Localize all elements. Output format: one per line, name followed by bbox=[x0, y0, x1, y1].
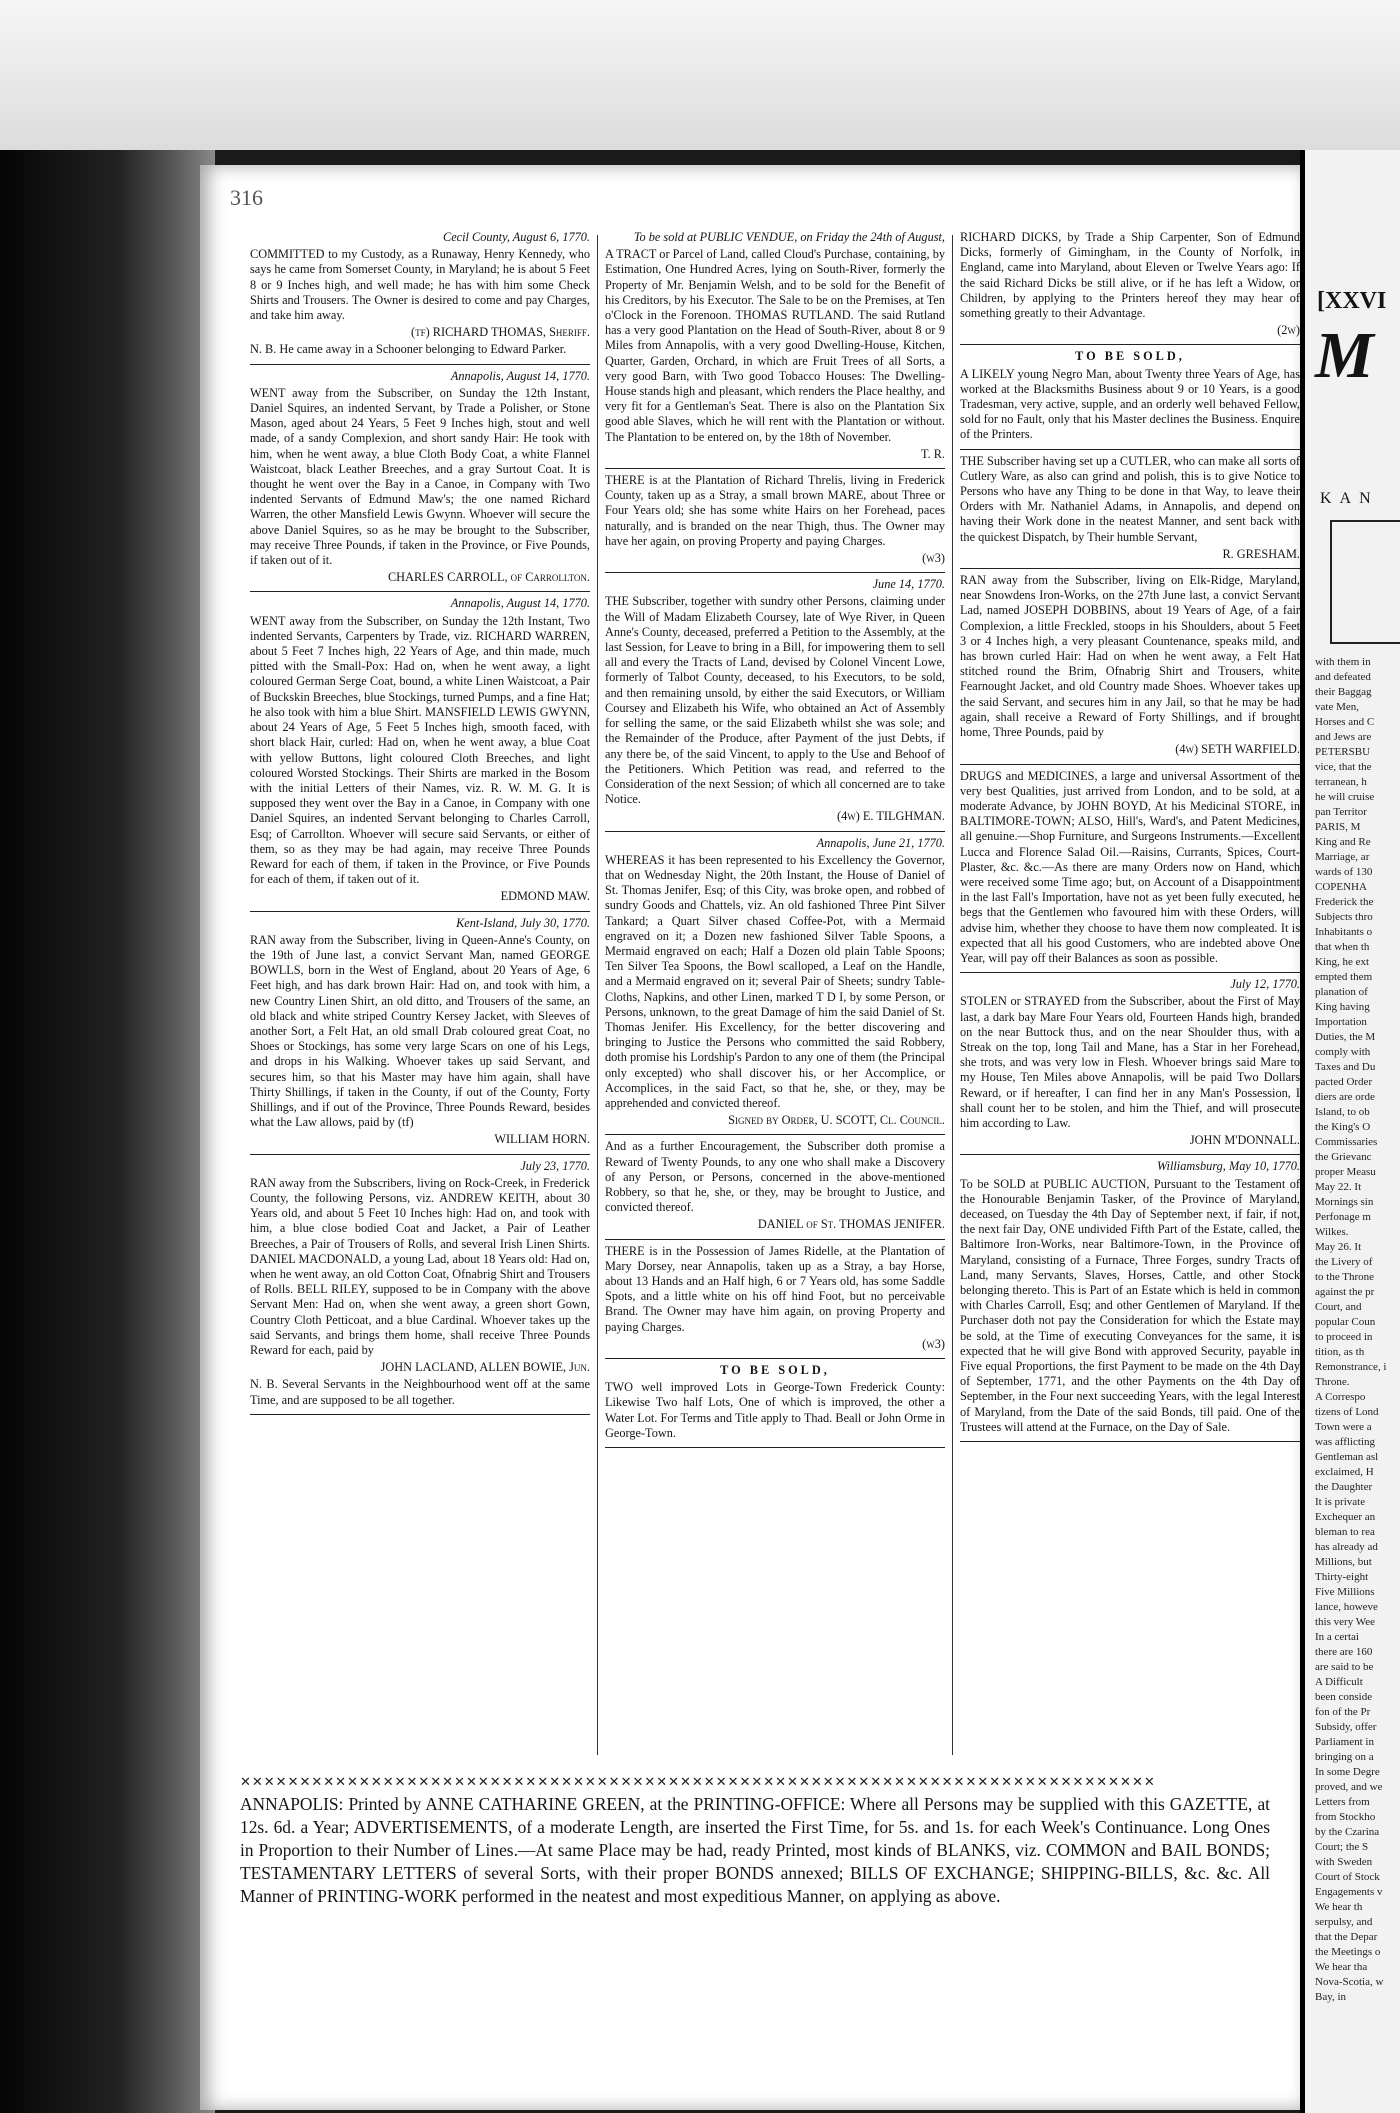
next-page-line: Island, to ob bbox=[1315, 1106, 1370, 1118]
next-page-line: planation of bbox=[1315, 986, 1368, 998]
next-page-line: there are 160 bbox=[1315, 1646, 1373, 1658]
next-page-line: exclaimed, H bbox=[1315, 1466, 1374, 1478]
next-page-line: empted them bbox=[1315, 971, 1373, 983]
ad-text: THERE is at the Plantation of Richard Threlis, living in Frederick County, taken up as a Stray, a small brown MARE, about Three or Four Years old; she has some white Hairs on her Forehead, paces naturally, and is branded on the near Thigh, thus. The Owner may have her again, on proving Property and paying Charges. bbox=[605, 473, 945, 548]
next-page-line: he will cruise bbox=[1315, 791, 1375, 803]
advertisement bbox=[960, 769, 1300, 974]
next-page-line: diers are orde bbox=[1315, 1091, 1375, 1103]
advertisement bbox=[605, 1139, 945, 1239]
advertisement bbox=[250, 369, 590, 593]
ad-dateline: July 12, 1770. bbox=[1230, 977, 1300, 992]
next-page-line: Perfonage m bbox=[1315, 1211, 1371, 1223]
printer-colophon bbox=[240, 1770, 1270, 1908]
ad-text: COMMITTED to my Custody, as a Runaway, Henry Kennedy, who says he came from Somerset County, in Maryland; he is about 5 Feet 8 or 9 Inches high, and well made; he has with him some Check Shirts and Trousers. The Owner is desired to come and pay Charges, and take him away. bbox=[250, 247, 590, 323]
ad-signature: JOHN LACLAND, ALLEN BOWIE, Jun. bbox=[380, 1360, 590, 1375]
next-page-line: Marriage, ar bbox=[1315, 851, 1370, 863]
next-page-header: [XXVI bbox=[1317, 288, 1387, 314]
next-page-line: We hear tha bbox=[1315, 1961, 1368, 1973]
ad-signature: (w3) bbox=[922, 1336, 945, 1351]
next-page-line: In a certai bbox=[1315, 1631, 1359, 1643]
ad-text: RAN away from the Subscriber, living in Queen-Anne's County, on the 19th of June last, a convict Servant Man, named GEORGE BOWLLS, born in the West of England, about 20 Years of Age, 6 Feet high, and has dark brown Hair: Had on, and took with him, a new Country Linen Shirt, an old ditto, and Trousers of the same, an old black and white striped Country Kersey Jacket, with Sleeves of another Sort, a Felt Hat, an old small Drab coloured great Coat, no Shoes or Stockings, has some very large Scars on one of his Legs, and drops in his Walking. Whoever takes up said Servant, and secures him, so that his Master may have him again, shall have Thirty Shillings, if taken in the County, if out of the County, Forty Shillings, and if out of the Province, Three Pounds Reward, besides what the Law allows, paid by (tf) bbox=[250, 932, 590, 1130]
next-page-line: May 26. It bbox=[1315, 1241, 1362, 1253]
next-page-line: popular Coun bbox=[1315, 1316, 1376, 1328]
next-page-line: pacted Order bbox=[1315, 1076, 1373, 1088]
ad-dateline: Annapolis, August 14, 1770. bbox=[450, 368, 590, 383]
next-page-line: A Difficult bbox=[1315, 1676, 1363, 1688]
ad-signature: T. R. bbox=[920, 446, 945, 461]
ad-signature: Signed by Order, U. SCOTT, Cl. Council. bbox=[728, 1113, 945, 1128]
next-page-line: from Stockho bbox=[1315, 1811, 1376, 1823]
masthead-fragment: M bbox=[1315, 319, 1374, 392]
advertisement bbox=[960, 1159, 1300, 1442]
next-page-line: comply with bbox=[1315, 1046, 1371, 1058]
ad-signature: DANIEL of St. THOMAS JENIFER. bbox=[757, 1217, 945, 1232]
next-page-line: Frederick the bbox=[1315, 896, 1374, 908]
next-page-line: Commissaries bbox=[1315, 1136, 1378, 1148]
ad-text: THE Subscriber, together with sundry other Persons, claiming under the Will of Madam Elizabeth Coursey, late of Wye River, in Queen Anne's County, deceased, preferred a Petition to the Assembly, at the last Session, for Leave to bring in a Bill, for impowering them to sell all and every the Tracts of Land, devised by Colonel Vincent Lowe, formerly of Talbot County, deceased, to his Executors, to be sold, and then remaining unsold, by either the said Executors, or William Coursey and Elizabeth his Wife, who obtained an Act of Assembly for selling the same, or the said Elizabeth whilst she was sole; and the Remainder of the Produce, after Payment of the just Debts, if any there be, of the said Vincent, to apply to the Use and Behoof of the Petitioners. Which Petition was read, and referred to the Consideration of the next Session; of which all concerned are to take Notice. bbox=[605, 594, 945, 807]
next-page-line: Court; the S bbox=[1315, 1841, 1369, 1853]
next-page-line: Importation bbox=[1315, 1016, 1367, 1028]
ad-note: N. B. Several Servants in the Neighbourhood went off at the same Time, and are supposed to be all together. bbox=[250, 1377, 590, 1407]
ad-dateline: Annapolis, August 14, 1770. bbox=[450, 596, 590, 611]
ad-text: RAN away from the Subscribers, living on Rock-Creek, in Frederick County, the following Persons, viz. ANDREW KEITH, about 30 Years old, and about 5 Feet 10 Inches high: Had on, and took with him, a blue close bodied Coat and Jacket, a Pair of Leather Breeches, a Pair of Trousers of Rolls, and several Irish Linen Shirts. DANIEL MACDONALD, a young Lad, about 18 Years old: Had on, when he went away, an old Cotton Coat, Ofnabrig Shirt and Trousers of Rolls. BELL RILEY, supposed to be in Company with the above Servant Men: Had on, when she went away, a green short Gown, Country Cloth Petticoat, and a blue Cardinal. Whoever takes up the said Servants, and brings them home, shall receive Three Pounds Reward for each, paid by bbox=[250, 1175, 590, 1358]
next-page-line: the Daughter bbox=[1315, 1481, 1373, 1493]
ad-signature: (tf) RICHARD THOMAS, Sheriff. bbox=[411, 325, 590, 340]
next-page-line: May 22. It bbox=[1315, 1181, 1362, 1193]
next-page-line: In some Degre bbox=[1315, 1766, 1380, 1778]
column-2 bbox=[605, 230, 945, 1755]
next-page-line: bringing on a bbox=[1315, 1751, 1374, 1763]
next-page-line: with them in bbox=[1315, 656, 1371, 668]
next-page-line: the King's O bbox=[1315, 1121, 1371, 1133]
ad-dateline: Annapolis, June 21, 1770. bbox=[816, 835, 945, 850]
next-page-line: vice, that the bbox=[1315, 761, 1372, 773]
ornament-rule: ✕✕✕✕✕✕✕✕✕✕✕✕✕✕✕✕✕✕✕✕✕✕✕✕✕✕✕✕✕✕✕✕✕✕✕✕✕✕✕✕✕✕✕✕✕✕✕✕✕✕✕✕✕✕✕✕✕✕✕✕✕✕✕✕✕✕✕✕✕✕✕✕✕✕✕✕✕ bbox=[240, 1774, 1156, 1789]
column-rule bbox=[952, 235, 953, 1755]
ad-signature: JOHN M'DONNALL. bbox=[1189, 1133, 1300, 1148]
column-1 bbox=[250, 230, 590, 1755]
next-page-line: Court of Stock bbox=[1315, 1871, 1380, 1883]
next-page-line: It is private bbox=[1315, 1496, 1366, 1508]
ad-text: TWO well improved Lots in George-Town Frederick County: Likewise Two half Lots, One of which is improved, the other a Water Lot. For Terms and Title apply to Thad. Beall or John Orme in George-Town. bbox=[605, 1380, 945, 1440]
next-page-line: Court, and bbox=[1315, 1301, 1362, 1313]
ad-text: DRUGS and MEDICINES, a large and universal Assortment of the very best Qualities, just arrived from London, and to be sold, at a moderate Advance, by JOHN BOYD, At his Medicinal STORE, in BALTIMORE-TOWN; ALSO, Hill's, Ward's, and Patent Medicines, all genuine.—Shop Furniture, and Surgeons Instruments.—Excellent Lucca and Florence Salad Oil.—Raisins, Currants, Spices, Court-Plaster, &c. &c.—As there are many Orders now on Hand, which were received some Time ago; but, on Account of a Disappointment in the last Fall's Importation, have not as yet been fully executed, he begs that the Gentlemen who favoured him with these Orders, will advise him, whether they choose to have them now compleated. It is expected that all his good Customers, who are indebted above One Year, will pay off their Balances as soon as possible. bbox=[960, 768, 1300, 965]
ad-signature: (w3) bbox=[922, 551, 945, 566]
next-page-line: lance, howeve bbox=[1315, 1601, 1378, 1613]
next-page-line: and defeated bbox=[1315, 671, 1371, 683]
next-page-line: Letters from bbox=[1315, 1796, 1370, 1808]
next-page-line: that when th bbox=[1315, 941, 1370, 953]
column-rule bbox=[597, 235, 598, 1755]
ad-text: WENT away from the Subscriber, on Sunday the 12th Instant, Daniel Squires, an indented Servant, by Trade a Polisher, or Stone Mason, aged about 24 Years, 5 Feet 9 Inches high, stout and well made, of a sandy Complexion, and short sandy Hair: He took with him, when he went away, a blue Cloth Body Coat, a white Flannel Waistcoat, black Leather Breeches, and a gray Surtout Coat. It is thought he went over the Bay in a Canoe, in Company with Two indented Servants of Edmund Maw's; the one named Richard Warren, the other Mansfield Lewis Gwynn. Whoever will secure the above Daniel Squires, so as he may be brought to the Subscriber, may receive Three Pounds, if taken in the Province, or Five Pounds, if taken out of it. bbox=[250, 385, 590, 568]
next-page-line: serpulsy, and bbox=[1315, 1916, 1373, 1928]
advertisement bbox=[605, 230, 945, 469]
ad-heading: TO BE SOLD, bbox=[720, 1363, 830, 1378]
next-page-line: Thirty-eight bbox=[1315, 1571, 1369, 1583]
ad-text: A TRACT or Parcel of Land, called Cloud's Purchase, containing, by Estimation, One Hundred Acres, lying on South-River, formerly the Property of Mr. Benjamin Welsh, and to be sold for the Benefit of his Creditors, by his Executor. The Sale to be on the Premises, at Ten o'Clock in the Forenoon. THOMAS RUTLAND. The said Rutland has a very good Plantation on the Head of South-River, about 8 or 9 Miles from Annapolis, with a very good Dwelling-House, Kitchen, Quarter, Garden, Orchard, in which are Fruit Trees of all Sorts, a very good Barn, with Two good Tobacco Houses: The Dwelling-House stands high and pleasant, which renders the Place healthy, and very fit for a Gentleman's Seat. There is also on the Plantation Six good able Slaves, which he will rent with the Plantation or without. The Plantation to be entered on, by the 18th of November. bbox=[605, 247, 945, 444]
next-page-line: has already ad bbox=[1315, 1541, 1378, 1553]
next-page-line: their Baggag bbox=[1315, 686, 1372, 698]
next-page-line: Nova-Scotia, w bbox=[1315, 1976, 1384, 1988]
next-page-text bbox=[1315, 655, 1400, 2005]
ad-signature: R. GRESHAM. bbox=[1222, 546, 1300, 561]
ad-text: To be SOLD at PUBLIC AUCTION, Pursuant to the Testament of the Honourable Benjamin Tasker, of the Province of Maryland, deceased, on Tuesday the 4th Day of September next, if fair, if not, the next fair Day, ONE undivided Fifth Part of the Estate, called, the Baltimore Iron-Works, near Baltimore-Town, in the Province of Maryland, consisting of a Furnace, Three Forges, sundry Tracts of Land, many Servants, Slaves, Horses, Cattle, and other Stock belonging thereto. This is Part of an Estate which is held in common with Charles Carroll, Esq; and other Gentlemen of Maryland. If the Purchaser doth not pay the Consideration for which the Estate may be sold, at the Time of executing Conveyances for the same, it is expected that he will give Bond with approved Security, payable in Five equal Proportions, the first Payment to be made on the 4th Day of September, 1771, and the other Payments on the 4th Day of September, in the Four next succeeding Years, with the legal Interest of Maryland, from the Date of the said Bonds, till paid. One of the Trustees will attend at the Furnace, on the Day of Sale. bbox=[960, 1176, 1300, 1434]
advertisement bbox=[960, 573, 1300, 764]
next-page-line: Engagements v bbox=[1315, 1886, 1383, 1898]
ad-dateline: Kent-Island, July 30, 1770. bbox=[456, 915, 590, 930]
ad-text: And as a further Encouragement, the Subscriber doth promise a Reward of Twenty Pounds, to any one who shall make a Discovery of any Person, or Persons, concerned in the above-mentioned Robbery, so that he, she, or they, may be brought to Justice, and convicted thereof. bbox=[605, 1139, 945, 1215]
advertisement bbox=[605, 1244, 945, 1359]
next-page-line: Taxes and Du bbox=[1315, 1061, 1376, 1073]
next-page-line: wards of 130 bbox=[1315, 866, 1373, 878]
ornament-box bbox=[1330, 520, 1400, 644]
next-page-line: PETERSBU bbox=[1315, 746, 1371, 758]
next-page-line: PARIS, M bbox=[1315, 821, 1361, 833]
next-page-line: the Livery of bbox=[1315, 1256, 1373, 1268]
next-page-line: Throne. bbox=[1315, 1376, 1350, 1388]
next-page-line: that the Depar bbox=[1315, 1931, 1378, 1943]
newspaper-page bbox=[200, 165, 1300, 2110]
advertisement bbox=[250, 1159, 590, 1415]
next-page-line: Horses and C bbox=[1315, 716, 1375, 728]
ad-text: RICHARD DICKS, by Trade a Ship Carpenter, Son of Edmund Dicks, formerly of Gimingham, in the County of Norfolk, in England, came into Maryland, about Eleven or Twelve Years ago: If the said Richard Dicks be still alive, or if he has left a Widow, or Children, by applying to the Printers hereof they may hear of something greatly to their Advantage. bbox=[960, 230, 1300, 321]
next-page-line: by the Czarina bbox=[1315, 1826, 1380, 1838]
ad-text: THERE is in the Possession of James Ridelle, at the Plantation of Mary Dorsey, near Annapolis, taken up as a Stray, a bay Horse, about 13 Hands and an Half high, 6 or 7 Years old, has some Saddle Spots, and a little white on his off hind Foot, but no perceivable Brand. The Owner may have him again, on proving Property and paying Charges. bbox=[605, 1243, 945, 1334]
advertisement bbox=[605, 473, 945, 573]
advertisement bbox=[605, 577, 945, 831]
next-page-line: Inhabitants o bbox=[1315, 926, 1373, 938]
next-page-line: tizens of Lond bbox=[1315, 1406, 1379, 1418]
next-page-line: fon of the Pr bbox=[1315, 1706, 1371, 1718]
ad-dateline: Williamsburg, May 10, 1770. bbox=[1156, 1159, 1300, 1174]
ad-dateline: July 23, 1770. bbox=[520, 1158, 590, 1173]
next-page-line: Duties, the M bbox=[1315, 1031, 1376, 1043]
next-page-line: King, he ext bbox=[1315, 956, 1370, 968]
ad-text: A LIKELY young Negro Man, about Twenty three Years of Age, has worked at the Blacksmiths Business about 9 or 10 Years, is a good Tradesman, very active, supple, and an orderly well behaved Fellow, sold for no Fault, only that his Master declines the Business. Enquire of the Printers. bbox=[960, 366, 1300, 442]
next-page-line: the Grievanc bbox=[1315, 1151, 1372, 1163]
next-page-line: to proceed in bbox=[1315, 1331, 1373, 1343]
next-page-line: the Meetings o bbox=[1315, 1946, 1381, 1958]
ad-text: STOLEN or STRAYED from the Subscriber, about the First of May last, a dark bay Mare Four Years old, Fourteen Hands high, branded on the near Buttock thus, and on the near Shoulder thus, with a Streak on the top, long Tail and Mane, has a Star in her Forehead, she trots, and was very low in Flesh. Whoever brings said Mare to my House, Ten Miles above Annapolis, will be paid Two Dollars Reward, or if hereafter, I can find her in any Man's Possession, I shall count her to be stolen, and him the Thief, and will prosecute him according to Law. bbox=[960, 994, 1300, 1130]
next-page-line: King having bbox=[1315, 1001, 1370, 1013]
next-page-line: was afflicting bbox=[1315, 1436, 1375, 1448]
next-page-line: with Sweden bbox=[1315, 1856, 1373, 1868]
advertisement bbox=[960, 454, 1300, 569]
next-page-line: A Correspo bbox=[1315, 1391, 1366, 1403]
ad-signature: EDMOND MAW. bbox=[500, 889, 590, 904]
next-page-line: Gentleman asl bbox=[1315, 1451, 1379, 1463]
column-3 bbox=[960, 230, 1300, 1755]
next-page-line: proved, and we bbox=[1315, 1781, 1383, 1793]
scan-top-margin bbox=[0, 0, 1400, 150]
next-page-line: proper Measu bbox=[1315, 1166, 1376, 1178]
next-page-line: vate Men, bbox=[1315, 701, 1359, 713]
ad-text: WHEREAS it has been represented to his Excellency the Governor, that on Wednesday Night, the 20th Instant, the House of Daniel of St. Thomas Jenifer, Esq; of this City, was broke open, and robbed of sundry Goods and Chattels, viz. An old fashioned Three Pint Silver Tankard; a Quart Silver chased Coffee-Pot, with a Mermaid engraved on it; a Dozen new fashioned Silver Table Spoons, a Mermaid engraved on each; Half a Dozen old plain Table Spoons; Ten Silver Tea Spoons, the Bowl scalloped, a Leaf on the Handle, and a Mermaid engraved on it; several Pair of Sheets; sundry Table-Cloths, Napkins, and other Linen, marked T D I, by some Person, or Persons, unknown, to the great Damage of him the said Daniel of St. Thomas Jenifer. His Excellency, for the better discovering and bringing to Justice the Persons who committed the said Robbery, doth promise his Lordship's Pardon to any one of them (the Principal only excepted) who shall discover his, or her Accomplice, or Accomplices, in the said Fact, so that he, she, or they, may be apprehended and convicted thereof. bbox=[605, 852, 945, 1110]
ad-signature: WILLIAM HORN. bbox=[494, 1132, 590, 1147]
advertisement bbox=[250, 230, 590, 365]
next-page-line: and Jews are bbox=[1315, 731, 1372, 743]
kan-fragment: KAN bbox=[1320, 490, 1379, 507]
next-page-line: are said to be bbox=[1315, 1661, 1374, 1673]
next-page-line: Mornings sin bbox=[1315, 1196, 1374, 1208]
advertisement bbox=[250, 916, 590, 1155]
ad-signature: (2w) bbox=[1277, 323, 1300, 338]
advertisement bbox=[605, 1363, 945, 1448]
ad-dateline: Cecil County, August 6, 1770. bbox=[443, 230, 590, 244]
next-page-line: COPENHA bbox=[1315, 881, 1367, 893]
next-page-fragment bbox=[1300, 150, 1400, 2113]
next-page-line: Subsidy, offer bbox=[1315, 1721, 1377, 1733]
next-page-line: Wilkes. bbox=[1315, 1226, 1349, 1238]
page-number: 316 bbox=[230, 185, 263, 210]
next-page-line: Millions, but bbox=[1315, 1556, 1372, 1568]
advertisement bbox=[960, 977, 1300, 1155]
ad-dateline: To be sold at PUBLIC VENDUE, on Friday the 24th of August, bbox=[633, 230, 945, 244]
ad-text: RAN away from the Subscriber, living on Elk-Ridge, Maryland, near Snowdens Iron-Works, on the 27th June last, a convict Servant Lad, named JOSEPH DOBBINS, about 19 Years of Age, of a fair Complexion, a little Freckled, stoops in his Shoulders, about 5 Feet 3 or 4 Inches high, a very pleasant Countenance, speaks mild, and has brown curled Hair: Had on when he went away, a Felt Hat stitched round the Brim, Ofnabrig Shirt and Trousers, white Fearnought Jacket, and old Country made Shoes. Whoever takes up the said Servant, and secures him in any Jail, so that he may be had again, shall receive a Reward of Forty Shillings, and if brought home, Three Pounds, paid by bbox=[960, 573, 1300, 740]
next-page-line: to the Throne bbox=[1315, 1271, 1375, 1283]
book-spine-edge bbox=[0, 150, 215, 2113]
ad-text: THE Subscriber having set up a CUTLER, who can make all sorts of Cutlery Ware, as also can grind and polish, this is to give Notice to Persons who have any Thing to be done in that Way, to leave their Orders with Mr. Nathaniel Adams, in Annapolis, and depend on having their Work done in the neatest Manner, and sent back with the quickest Dispatch, by Their humble Servant, bbox=[960, 453, 1300, 544]
next-page-line: tition, as th bbox=[1315, 1346, 1365, 1358]
ad-signature: (4w) SETH WARFIELD. bbox=[1175, 742, 1300, 757]
next-page-line: Town were a bbox=[1315, 1421, 1372, 1433]
next-page-line: Parliament in bbox=[1315, 1736, 1374, 1748]
ad-dateline: June 14, 1770. bbox=[872, 577, 945, 592]
next-page-line: Five Millions bbox=[1315, 1586, 1375, 1598]
colophon-text: ANNAPOLIS: Printed by ANNE CATHARINE GREEN, at the PRINTING-OFFICE: Where all Persons may be supplied with this GAZETTE, at 12s. 6d. a Year; ADVERTISEMENTS, of a moderate Length, are inserted the First Time, for 5s. and 1s. for each Week's Continuance. Long Ones in Proportion to their Number of Lines.—At same Place may be had, ready Printed, most kinds of BLANKS, viz. COMMON and BAIL BONDS; TESTAMENTARY LETTERS of several Sorts, with their proper BONDS annexed; BILLS OF EXCHANGE; SHIPPING-BILLS, &c. &c. All Manner of PRINTING-WORK performed in the neatest and most expeditious Manner, on applying as above. bbox=[240, 1794, 1270, 1906]
next-page-line: Bay, in bbox=[1315, 1991, 1347, 2003]
advertisement bbox=[605, 836, 945, 1136]
next-page-line: Remonstrance, i bbox=[1315, 1361, 1387, 1373]
ad-heading: TO BE SOLD, bbox=[1075, 349, 1185, 364]
next-page-line: pan Territor bbox=[1315, 806, 1367, 818]
advertisement bbox=[960, 230, 1300, 345]
advertisement bbox=[250, 596, 590, 911]
next-page-line: Subjects thro bbox=[1315, 911, 1373, 923]
advertisement bbox=[960, 349, 1300, 449]
ad-note: N. B. He came away in a Schooner belonging to Edward Parker. bbox=[250, 342, 567, 357]
ad-signature: CHARLES CARROLL, of Carrollton. bbox=[387, 570, 590, 585]
next-page-line: King and Re bbox=[1315, 836, 1371, 848]
ad-text: WENT away from the Subscriber, on Sunday the 12th Instant, Two indented Servants, Carpenters by Trade, viz. RICHARD WARREN, about 5 Feet 7 Inches high, 22 Years of Age, and thin made, much pitted with the Small-Pox: Had on, when he went away, a light coloured German Serge Coat, bound, a white Linen Waistcoat, a Pair of Buckskin Breeches, blue Stockings, turned Pumps, and a fine Hat; he also took with him a blue Shirt. MANSFIELD LEWIS GWYNN, about 24 Years of Age, 5 Feet 5 Inches high, smooth faced, with short black Hair, curled: Had on, when he went away, a blue Coat with yellow Buttons, light coloured Cloth Breeches, and light coloured Worsted Stockings. Their Shirts are marked in the Bosom with the initial Letters of their Names, viz. R. W. M. G. It is supposed they went over the Bay in a Canoe, in Company with one Daniel Squires, an indented Servant belonging to Charles Carroll, Esq; of Carrollton. Whoever will secure said Servants, or either of them, so as they may be had again, may receive Three Pounds Reward for each of them, if taken in the Province, or Five Pounds for each of them, if taken out of it. bbox=[250, 613, 590, 887]
next-page-line: Exchequer an bbox=[1315, 1511, 1376, 1523]
next-page-line: We hear th bbox=[1315, 1901, 1363, 1913]
next-page-line: bleman to rea bbox=[1315, 1526, 1375, 1538]
ad-signature: (4w) E. TILGHMAN. bbox=[837, 809, 945, 824]
next-page-line: terranean, h bbox=[1315, 776, 1367, 788]
next-page-line: this very Wee bbox=[1315, 1616, 1376, 1628]
next-page-line: against the pr bbox=[1315, 1286, 1375, 1298]
next-page-line: been conside bbox=[1315, 1691, 1373, 1703]
